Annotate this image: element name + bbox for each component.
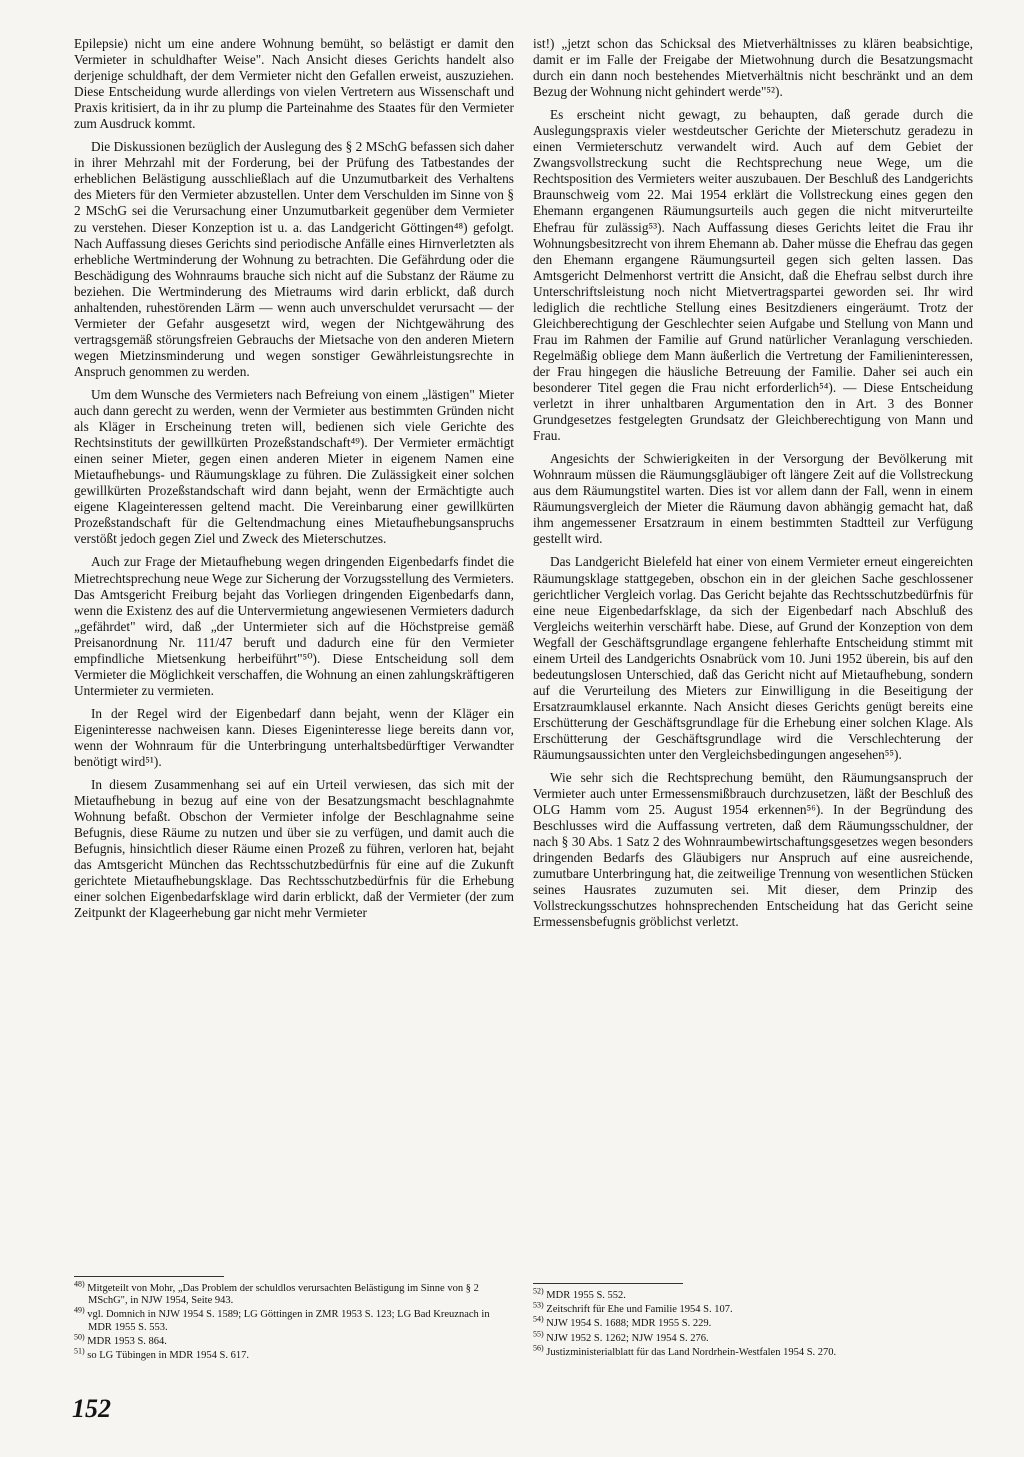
footnote-number: 52) bbox=[533, 1286, 544, 1296]
footnote bbox=[74, 1279, 514, 1307]
footnote-text: NJW 1952 S. 1262; NJW 1954 S. 276. bbox=[546, 1332, 709, 1344]
footnote bbox=[74, 1346, 514, 1362]
footnotes-left bbox=[74, 1279, 514, 1364]
paragraph: Es erscheint nicht gewagt, zu behaupten, daß gerade durch die Auslegungspraxis vieler westdeutscher Gerichte der Mieterschutz geradezu in einen Vermieterschutz verwandelt wird. Auch auf dem Gebiet der Zwangsvollstreckung sucht die Rechtsprechung neue Wege, um die Rechtsposition des Vermieters weiter auszubauen. Der Beschluß des Landgerichts Braunschweig vom 22. Mai 1954 erklärt die Vollstreckung eines gegen den Ehemann ergangenen Räumungsurteils auch gegen die nicht mitverurteilte Ehefrau für zulässig⁵³). Nach Auffassung dieses Gerichts leitet die Frau ihr Wohnungsbesitzrecht von ihrem Ehemann ab. Daher müsse die Ehefrau das gegen den Ehemann ergangene Räumungsurteil gegen sich gelten lassen. Das Amtsgericht Delmenhorst vertritt die Ansicht, daß die Ehefrau selbst durch ihre Unterschriftsleistung noch nicht Mietvertragspartei geworden sei. Ihr wird lediglich die rechtliche Stellung eines Besitzdieners eingeräumt. Trotz der Gleichberechtigung der Geschlechter seien Aufgabe und Stellung von Mann und Frau im Rahmen der Familie auf Grund natürlicher Veranlagung verschieden. Regelmäßig obliege dem Mann äußerlich die Vertretung der Familieninteressen, der Frau hingegen die häusliche Betreuung der Familie. Daher sei auch ein besonderer Titel gegen die Frau nicht erforderlich⁵⁴). — Diese Entscheidung verletzt in ihrer unhaltbaren Argumentation den in Art. 3 des Bonner Grundgesetzes festgelegten Grundsatz der Gleichberechtigung von Mann und Frau. bbox=[533, 107, 973, 444]
paragraph: Die Diskussionen bezüglich der Auslegung des § 2 MSchG befassen sich daher in ihrer Mehrzahl mit der Forderung, bei der Prüfung des Tatbestandes der erheblichen Belästigung ausschließlach auf die Unzumutbarkeit des Verhaltens des Mieters für den Vermieter abzustellen. Unter dem Verschulden im Sinne von § 2 MSchG sei die Verursachung einer Unzumutbarkeit gegenüber dem Vermieter zu verstehen. Dieser Konzeption ist u. a. das Landgericht Göttingen⁴⁸) gefolgt. Nach Auffassung dieses Gerichts sind periodische Anfälle eines Hirnverletzten als erhebliche Wertminderung der Wohnung zu betrachten. Die Gefährdung oder die Beschädigung des Wohnraums brauche sich nicht auf die Substanz der Räume zu beziehen. Die Wertminderung des Mietraums wird darin erblickt, daß durch anhaltenden, ruhestörenden Lärm — wenn auch unverschuldet verursacht — der Vermieter der Gefahr ausgesetzt wird, wegen der Nichtgewährung des vertragsgemäß störungsfreien Gebrauchs der Mietsache von den anderen Mietern wegen Mietzinsminderung und wegen sonstiger Gewährleistungsrechte in Anspruch genommen zu werden. bbox=[74, 139, 514, 379]
footnotes-right bbox=[533, 1286, 973, 1361]
footnote bbox=[533, 1286, 973, 1302]
paragraph: Das Landgericht Bielefeld hat einer von einem Vermieter erneut eingereichten Räumungsklage stattgegeben, obschon ein in der gleichen Sache geschlossener gerichtlicher Vergleich vorlag. Das Gericht bejahte das Rechtsschutzbedürfnis für eine neue Eigenbedarfsklage, da sich der Eigenbedarf nach Abschluß des Vergleichs weiterhin verschärft habe. Diese, auf Grund der Konzeption von dem Wegfall der Geschäftsgrundlage ergangene fehlerhafte Entscheidung stimmt mit einem Urteil des Landgerichts Osnabrück vom 10. Juni 1952 überein, bis auf den bedeutungslosen Unterschied, daß das Gericht nicht auf Mietaufhebung, sondern auf die Verurteilung des Mieters zur Einwilligung in die Beseitigung der Ersatzraumklausel erkannte. Nach Ansicht dieses Gerichts genügt bereits eine Erschütterung der Geschäftsgrundlage für die Erhebung einer solchen Klage. Als Erschütterung der Geschäftsgrundlage wird die Verschlechterung der Räumungsaussichten unter den Vergleichsbedingungen angesehen⁵⁵). bbox=[533, 554, 973, 763]
paragraph: In diesem Zusammenhang sei auf ein Urteil verwiesen, das sich mit der Mietaufhebung in bezug auf eine von der Besatzungsmacht beschlagnahmte Wohnung befaßt. Obschon der Vermieter infolge der Beschlagnahme seine Befugnis, diese Räume zu nutzen und über sie zu verfügen, und damit auch die Befugnis, hinsichtlich dieser Räume einen Prozeß zu führen, verloren hat, bejaht das Amtsgericht München das Rechtsschutzbedürfnis für eine auf die Zukunft gerichtete Mietaufhebungsklage. Das Rechtsschutzbedürfnis für die Erhebung einer solchen Eigenbedarfsklage wird darin erblickt, daß der Vermieter (der zum Zeitpunkt der Klageerhebung gar nicht mehr Vermieter bbox=[74, 777, 514, 921]
page-number: 152 bbox=[72, 1394, 111, 1423]
footnote-text: MDR 1955 S. 552. bbox=[546, 1290, 626, 1301]
paragraph: Epilepsie) nicht um eine andere Wohnung bemüht, so belästigt er damit den Vermieter in schuldhafter Weise". Nach Ansicht dieses Gerichts handelt also derjenige schuldhaft, der dem Vermieter nicht den Gefallen erweist, auszuziehen. Diese Entscheidung wurde allerdings von vielen Vertretern aus Wissenschaft und Praxis kritisiert, da in ihr zu plump die Parteinahme des Staates für den Vermieter zum Ausdruck kommt. bbox=[74, 36, 514, 132]
footnote-number: 49) bbox=[74, 1305, 85, 1315]
footnote-text: Mitgeteilt von Mohr, „Das Problem der schuldlos verursachten Belästigung im Sinne von § 2 MSchG", in NJW 1954, Seite 943. bbox=[87, 1283, 479, 1307]
footnote-number: 51) bbox=[74, 1346, 85, 1356]
paragraph: Um dem Wunsche des Vermieters nach Befreiung von einem „lästigen" Mieter auch dann gerecht zu werden, wenn der Vermieter aus bestimmten Gründen nicht als Kläger in Erscheinung treten will, bedienen sich viele Gerichte des Rechtsinstituts der gewillkürten Prozeßstandschaft⁴⁹). Der Vermieter ermächtigt einen seiner Mieter, gegen einen anderen Mieter in eigenem Namen eine Mietaufhebungs- und Räumungsklage zu führen. Die Zulässigkeit einer solchen gewillkürten Prozeßstandschaft wird dann bejaht, wenn der Ermächtigte auch eigene Klageinteressen geltend macht. Die Vereinbarung einer gewillkürten Prozeßstandschaft für die Geltendmachung eines Mietaufhebungsanspruchs verstößt jedoch gegen Ziel und Zweck des Mieterschutzes. bbox=[74, 386, 514, 547]
footnote bbox=[533, 1314, 973, 1330]
paragraph: ist!) „jetzt schon das Schicksal des Mietverhältnisses zu klären beabsichtige, damit er im Falle der Freigabe der Mietwohnung durch die Besatzungsmacht durch ein dann noch bestehendes Mietverhältnis nicht beschränkt und an dem Bezug der Wohnung nicht gehindert werde"⁵²). bbox=[533, 36, 973, 100]
footnote-text: NJW 1954 S. 1688; MDR 1955 S. 229. bbox=[546, 1318, 712, 1330]
footnote-number: 53) bbox=[533, 1300, 544, 1310]
footnote-text: Justizministerialblatt für das Land Nordrhein-Westfalen 1954 S. 270. bbox=[546, 1346, 837, 1358]
footnote bbox=[74, 1332, 514, 1348]
paragraph: In der Regel wird der Eigenbedarf dann bejaht, wenn der Kläger ein Eigeninteresse nachweisen kann. Dieses Eigeninteresse liege bereits dann vor, wenn der Wohnraum für die Unterbringung unterhaltsbedürftiger Verwandter benötigt wird⁵¹). bbox=[74, 705, 514, 770]
right-column bbox=[533, 36, 973, 938]
paragraph: Angesichts der Schwierigkeiten in der Versorgung der Bevölkerung mit Wohnraum müssen die Räumungsgläubiger oft längere Zeit auf die Vollstreckung aus dem Räumungstitel warten. Dies ist vor allem dann der Fall, wenn in einem Räumungsvergleich der Mieter die Räumung davon abhängig gemacht hat, daß ihm angemessener Ersatzraum in einem bestimmten Stadtteil zur Verfügung gestellt wird. bbox=[533, 451, 973, 547]
footnote bbox=[533, 1343, 973, 1359]
left-column bbox=[74, 36, 514, 928]
footnote-divider bbox=[74, 1276, 224, 1277]
footnote-text: vgl. Domnich in NJW 1954 S. 1589; LG Göttingen in ZMR 1953 S. 123; LG Bad Kreuznach in MDR 1955 S. 553. bbox=[87, 1309, 490, 1333]
footnote-number: 50) bbox=[74, 1332, 85, 1342]
footnote bbox=[533, 1329, 973, 1345]
footnote-divider bbox=[533, 1283, 683, 1284]
footnote-text: so LG Tübingen in MDR 1954 S. 617. bbox=[87, 1350, 249, 1362]
footnote-number: 56) bbox=[533, 1343, 544, 1353]
footnote-number: 55) bbox=[533, 1329, 544, 1339]
footnote-text: MDR 1953 S. 864. bbox=[87, 1335, 167, 1347]
footnote bbox=[533, 1300, 973, 1316]
footnote-number: 48) bbox=[74, 1279, 85, 1289]
paragraph: Wie sehr sich die Rechtsprechung bemüht, den Räumungsanspruch der Vermieter auch unter Ermessensmißbrauch durchzusetzen, läßt der Beschluß des OLG Hamm vom 25. August 1954 erkennen⁵⁶). In der Begründung des Beschlusses wird die Auffassung vertreten, daß dem Räumungsschuldner, der nach § 30 Abs. 1 Satz 2 des Wohnraumbewirtschaftungsgesetzes wegen besonders dringenden Bedarfs des Gläubigers nur Anspruch auf eine ausreichende, zumutbare Unterbringung hat, die zeitweilige Trennung von wesentlichen Stücken seines Hausrates zuzumuten sei. Mit dieser, dem Prinzip des Vollstreckungsschutzes hohnsprechenden Entscheidung hat das Gericht seine Ermessensbefugnis gröblichst verletzt. bbox=[533, 770, 973, 930]
paragraph: Auch zur Frage der Mietaufhebung wegen dringenden Eigenbedarfs findet die Mietrechtsprechung neue Wege zur Sicherung der Vorzugsstellung des Vermieters. Das Amtsgericht Freiburg bejaht das Vorliegen dringenden Eigenbedarfs dann, wenn die Existenz des auf die Untervermietung angewiesenen Vermieters dadurch „gefährdet" wird, daß „der Untermieter sich auf die Höchstpreise gemäß Preisanordnung Nr. 111/47 beruft und dadurch eine für den Vermieter empfindliche Mietsenkung herbeiführt"⁵⁰). Diese Entscheidung soll dem Vermieter die Möglichkeit verschaffen, die Wohnung an einen zahlungskräftigeren Untermieter zu vermieten. bbox=[74, 554, 514, 698]
footnote-number: 54) bbox=[533, 1314, 544, 1324]
footnote bbox=[74, 1305, 514, 1333]
footnote-text: Zeitschrift für Ehe und Familie 1954 S. 107. bbox=[546, 1304, 733, 1316]
